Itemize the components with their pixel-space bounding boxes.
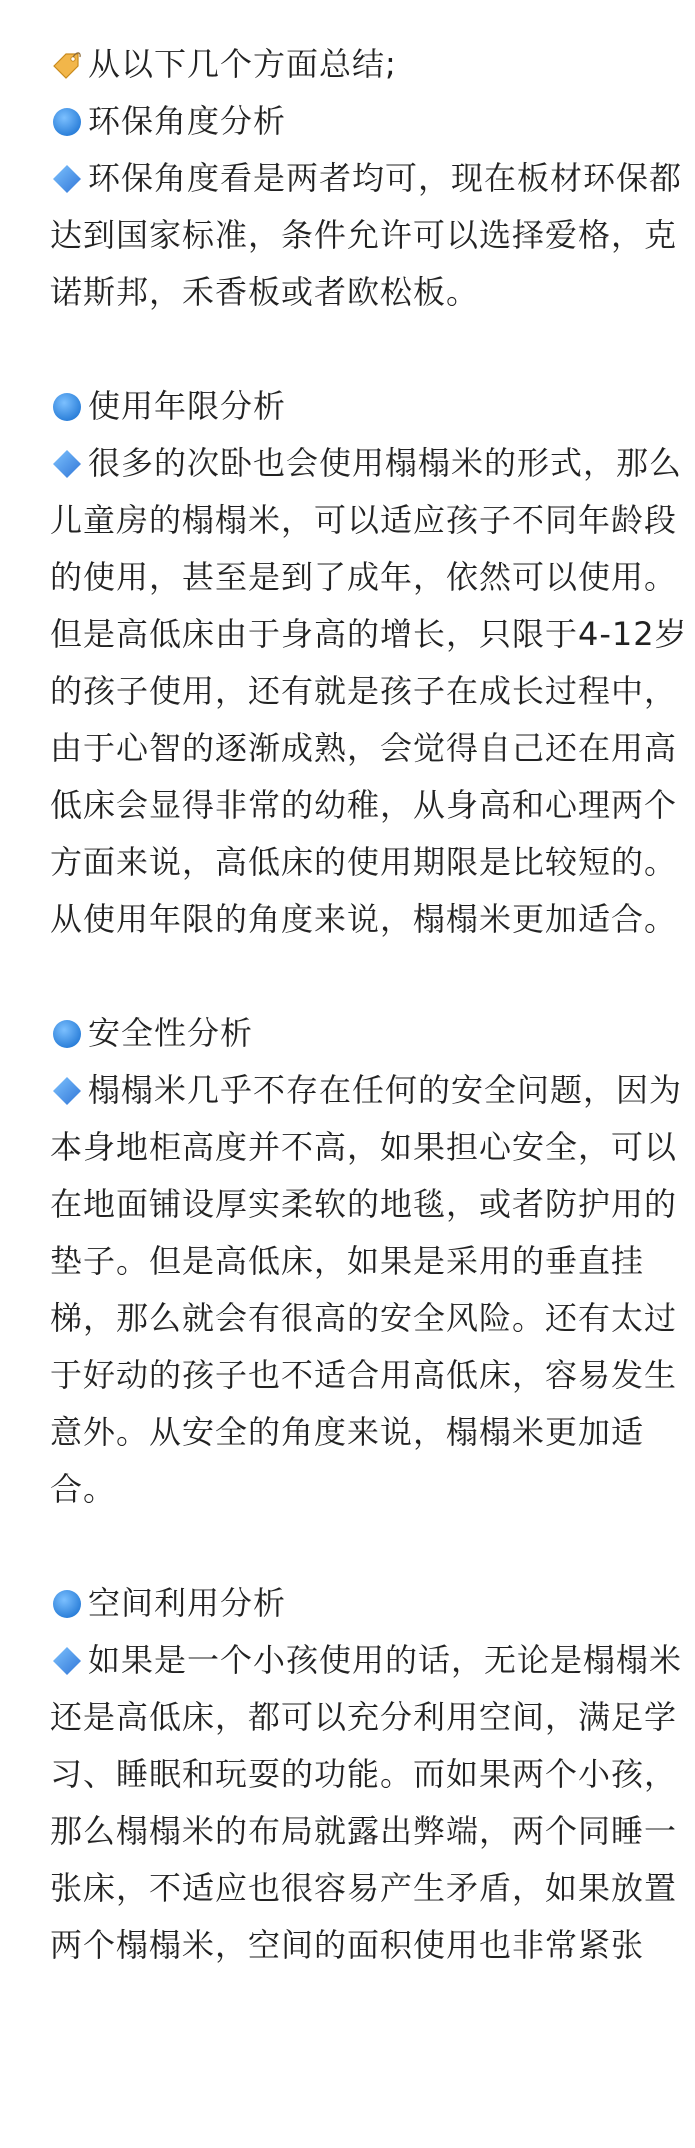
paragraph-line [50, 777, 678, 834]
section-heading [50, 378, 659, 435]
paragraph-text: 的孩子使用，还有就是孩子在成长过程中， [50, 672, 678, 710]
section-heading-text: 环保角度分析 [88, 102, 287, 140]
paragraph-text: 在地面铺设厚实柔软的地毯，或者防护用的 [50, 1185, 678, 1223]
paragraph-text: 两个榻榻米，空间的面积使用也非常紧张 [50, 1926, 645, 1964]
paragraph-line [50, 207, 678, 264]
paragraph-text: 诺斯邦，禾香板或者欧松板。 [50, 273, 480, 311]
paragraph-line [50, 720, 678, 777]
paragraph-line [50, 1689, 678, 1746]
paragraph-line [50, 663, 678, 720]
paragraph-text: 习、睡眠和玩耍的功能。而如果两个小孩， [50, 1755, 678, 1793]
paragraph-text: 本身地柜高度并不高，如果担心安全，可以 [50, 1128, 678, 1166]
blue-circle-icon [50, 105, 84, 139]
paragraph-line [50, 1290, 678, 1347]
paragraph-line [50, 1632, 683, 1689]
paragraph-line [50, 264, 659, 321]
paragraph-line [50, 150, 683, 207]
blue-diamond-icon [50, 1644, 84, 1678]
section-heading [50, 1005, 659, 1062]
paragraph-text: 还是高低床，都可以充分利用空间，满足学 [50, 1698, 678, 1736]
paragraph-text: 于好动的孩子也不适合用高低床，容易发生 [50, 1356, 678, 1394]
paragraph-line [50, 1347, 678, 1404]
paragraph-line [50, 1461, 659, 1518]
paragraph-line [50, 1176, 678, 1233]
section-heading-text: 空间利用分析 [88, 1584, 287, 1622]
paragraph-text: 但是高低床由于身高的增长，只限于4-12岁 [50, 615, 688, 653]
section-heading-text: 安全性分析 [88, 1014, 254, 1052]
paragraph-text: 从使用年限的角度来说，榻榻米更加适合。 [50, 900, 678, 938]
blue-circle-icon [50, 390, 84, 424]
paragraph-text: 意外。从安全的角度来说，榻榻米更加适 [50, 1413, 645, 1451]
paragraph-text: 梯，那么就会有很高的安全风险。还有太过 [50, 1299, 678, 1337]
blue-circle-icon [50, 1017, 84, 1051]
paragraph-line [50, 1062, 683, 1119]
paragraph-text: 很多的次卧也会使用榻榻米的形式，那么 [88, 444, 683, 482]
section-heading-text: 使用年限分析 [88, 387, 287, 425]
paragraph-text: 榻榻米几乎不存在任何的安全问题，因为 [88, 1071, 683, 1109]
intro-text: 从以下几个方面总结; [88, 45, 397, 83]
blue-diamond-icon [50, 447, 84, 481]
section-heading [50, 93, 659, 150]
paragraph-line [50, 435, 683, 492]
paragraph-text: 如果是一个小孩使用的话，无论是榻榻米 [88, 1641, 683, 1679]
paragraph-text: 垫子。但是高低床，如果是采用的垂直挂 [50, 1242, 645, 1280]
intro-line [50, 36, 659, 93]
paragraph-line [50, 1803, 678, 1860]
paragraph-text: 的使用，甚至是到了成年，依然可以使用。 [50, 558, 678, 596]
paragraph-text: 达到国家标准，条件允许可以选择爱格，克 [50, 216, 678, 254]
blue-diamond-icon [50, 162, 84, 196]
paragraph-text: 低床会显得非常的幼稚，从身高和心理两个 [50, 786, 678, 824]
paragraph-line [50, 834, 678, 891]
paragraph-line [50, 1746, 678, 1803]
paragraph-line [50, 891, 678, 948]
paragraph-line [50, 1119, 678, 1176]
paragraph-text: 方面来说，高低床的使用期限是比较短的。 [50, 843, 678, 881]
section-heading [50, 1575, 659, 1632]
blue-circle-icon [50, 1587, 84, 1621]
paragraph-line [50, 492, 678, 549]
section-spacer [50, 948, 659, 1005]
paragraph-line [50, 1404, 659, 1461]
paragraph-text: 张床，不适应也很容易产生矛盾，如果放置 [50, 1869, 678, 1907]
label-tag-icon [50, 48, 84, 82]
paragraph-line [50, 549, 678, 606]
paragraph-line [50, 1233, 659, 1290]
paragraph-text: 那么榻榻米的布局就露出弊端，两个同睡一 [50, 1812, 678, 1850]
paragraph-text: 环保角度看是两者均可，现在板材环保都 [88, 159, 683, 197]
paragraph-text: 由于心智的逐渐成熟，会觉得自己还在用高 [50, 729, 678, 767]
section-spacer [50, 1518, 659, 1575]
paragraph-line [50, 606, 688, 663]
paragraph-text: 合。 [50, 1470, 117, 1508]
blue-diamond-icon [50, 1074, 84, 1108]
paragraph-line [50, 1917, 659, 1974]
paragraph-text: 儿童房的榻榻米，可以适应孩子不同年龄段 [50, 501, 678, 539]
paragraph-line [50, 1860, 678, 1917]
section-spacer [50, 321, 659, 378]
